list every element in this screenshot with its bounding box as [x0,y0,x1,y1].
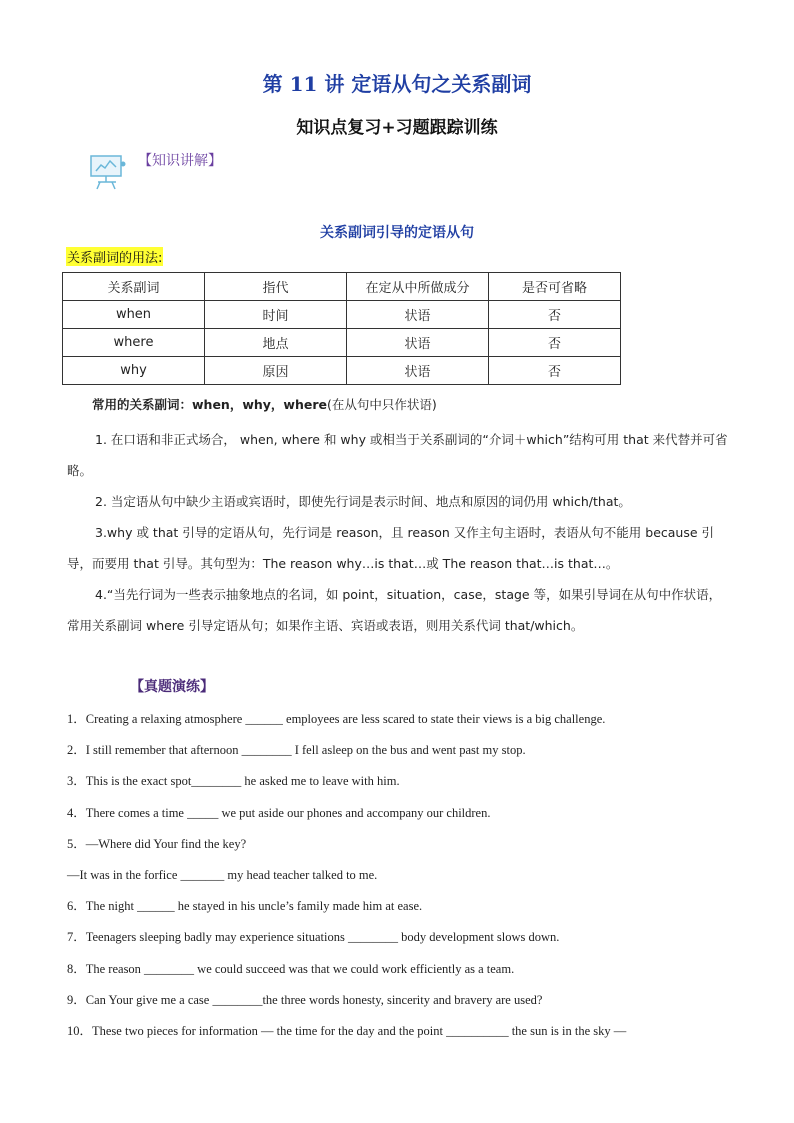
common-adverbs-line [92,395,437,413]
table-cell: 否 [489,301,621,329]
presentation-board-icon [88,152,128,192]
table-row [63,357,621,385]
table-cell: 状语 [347,357,489,385]
common-adverbs-note: (在从句中只作状语) [327,397,437,412]
practice-label: 【真题演练】 [130,679,214,695]
knowledge-banner-label: 【知识讲解】 [138,153,222,169]
note-paragraph: 3.why 或 that 引导的定语从句，先行词是 reason，且 reason 又作主句主语时，表语从句不能用 because 引导，而要用 that 引导。其句型为：The reason why…is that…或 The reason that…is that…。 [67,525,715,571]
question-item: 5．—Where did Your find the key? [67,836,247,851]
section-title: 关系副词引导的定语从句 [320,225,474,241]
table-cell: 状语 [347,329,489,357]
relative-adverb-table [62,272,621,385]
question-item: 8．The reason ________ we could succeed was that we could work efficiently as a team. [67,961,515,976]
table-cell: 原因 [205,357,347,385]
note-paragraph: 1. 在口语和非正式场合， when, where 和 why 或相当于关系副词的“介词＋which”结构可用 that 来代替并可省略。 [67,432,728,478]
question-item: 6．The night ______ he stayed in his uncle’s family made him at ease. [67,899,423,914]
note-paragraph: 4.“当先行词为一些表示抽象地点的名词，如 point，situation，case，stage 等，如果引导词在从句中作状语，常用关系副词 where 引导定语从句；如果作主语、宾语或表语，则用关系代词 that/which。 [67,587,722,633]
table-cell: 时间 [205,301,347,329]
usage-label: 关系副词的用法: [66,247,163,266]
lecture-subtitle: 知识点复习+习题跟踪训练 [296,118,498,138]
lecture-title: 第 11 讲 定语从句之关系副词 [262,72,532,96]
note-paragraph: 2. 当定语从句中缺少主语或宾语时，即使先行词是表示时间、地点和原因的词仍用 which/that。 [95,494,631,509]
table-row [63,301,621,329]
table-header-cell: 在定从中所做成分 [347,273,489,301]
question-item: 3．This is the exact spot________ he asked me to leave with him. [67,774,400,789]
table-header-cell: 关系副词 [63,273,205,301]
table-header-cell: 指代 [205,273,347,301]
question-item: 9．Can Your give me a case ________the three words honesty, sincerity and bravery are used? [67,992,543,1007]
question-item: 1．Creating a relaxing atmosphere ______ employees are less scared to state their views is a big challenge. [67,712,606,726]
table-cell: 否 [489,329,621,357]
table-header-cell: 是否可省略 [489,273,621,301]
table-cell: 否 [489,357,621,385]
question-item: —It was in the forfice _______ my head teacher talked to me. [67,868,378,883]
question-item: 10．These two pieces for information — the time for the day and the point __________ the sun is in the sky — [67,1024,627,1039]
table-header-row [63,273,621,301]
question-item: 2．I still remember that afternoon ________ I fell asleep on the bus and went past my stop. [67,743,526,758]
common-adverbs-bold: 常用的关系副词：when，why，where [92,397,327,412]
table-cell: where [63,329,205,357]
table-cell: why [63,357,205,385]
table-cell: when [63,301,205,329]
table-cell: 地点 [205,329,347,357]
question-item: 4．There comes a time _____ we put aside our phones and accompany our children. [67,805,491,820]
question-item: 7．Teenagers sleeping badly may experience situations ________ body development slows down. [67,930,560,945]
table-row [63,329,621,357]
table-cell: 状语 [347,301,489,329]
grammar-notes [67,424,732,641]
question-list [67,704,737,1047]
